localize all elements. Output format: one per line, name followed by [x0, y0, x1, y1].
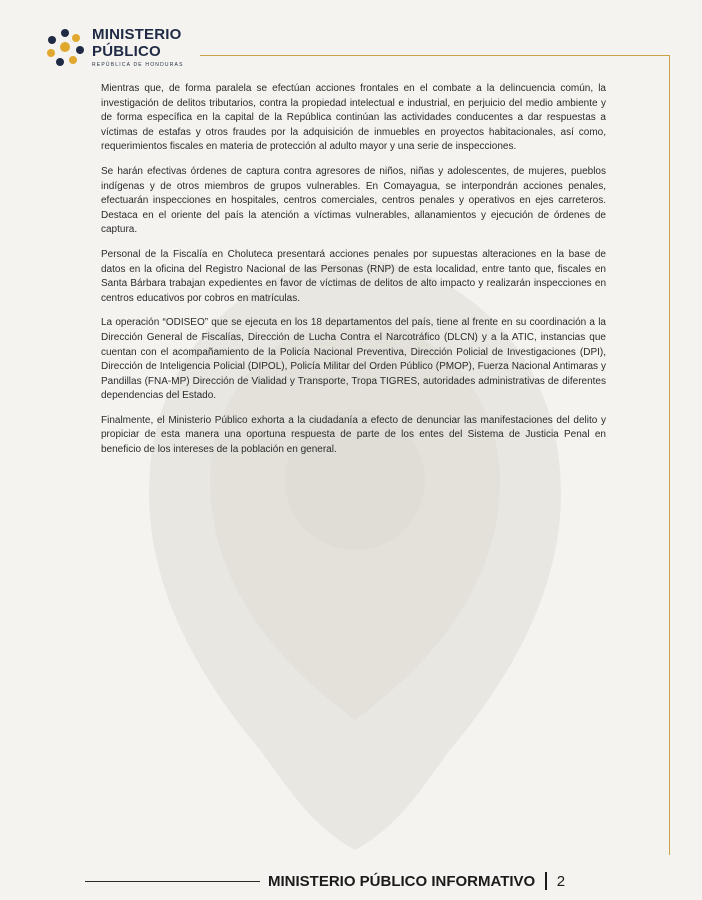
paragraph-3: Personal de la Fiscalía en Choluteca presentará acciones penales por supuestas alteraciones en la base de datos en la oficina del Registro Nacional de las Personas (RNP) de esta localidad, entre tanto que, fiscales en Santa Bárbara trabajan expedientes en favor de víctimas de delitos de alto impacto y realizarán inspecciones en centros educativos por cobros en matrículas. — [101, 248, 606, 304]
ministerio-publico-logo-icon — [44, 26, 86, 68]
logo-title-line2: PÚBLICO — [92, 43, 161, 60]
frame-top-border — [200, 55, 670, 56]
logo-title — [92, 26, 182, 60]
page-number: 2 — [556, 872, 566, 890]
article-body — [101, 82, 606, 468]
paragraph-1: Mientras que, de forma paralela se efectúan acciones frontales en el combate a la delincuencia común, la investigación de delitos tributarios, contra la propiedad intelectual e industrial, en perjuicio del medio ambiente y de forma específica en la capital de la República continúan las actividades conducentes a dar respuestas a víctimas de estafas y otros fraudes por la adquisición de inmuebles en proyectos habitacionales, así como, requerimientos fiscales en materia de protección al adulto mayor y una serie de inspecciones. — [101, 83, 606, 153]
footer-separator — [545, 872, 547, 890]
page-footer — [268, 870, 565, 892]
logo-subtitle: REPÚBLICA DE HONDURAS — [92, 62, 184, 68]
paragraph-2: Se harán efectivas órdenes de captura contra agresores de niños, niñas y adolescentes, de mujeres, pueblos indígenas y de otros miembros de grupos vulnerables. En Comayagua, se interpondrán acciones penales, efectuarán inspecciones en hospitales, centros comerciales, centros penales y operativos en ejes carreteros. Destaca en el oriente del país la atención a víctimas vulnerables, allanamientos y ejecución de órdenes de captura. — [101, 165, 606, 236]
frame-right-border — [669, 55, 670, 855]
footer-title: MINISTERIO PÚBLICO INFORMATIVO — [268, 872, 536, 890]
footer-rule — [85, 881, 260, 882]
paragraph-4: La operación “ODISEO” que se ejecuta en los 18 departamentos del país, tiene al frente en su coordinación a la Dirección General de Fiscalías, Dirección de Lucha Contra el Narcotráfico (DLCN) y a la ATIC, instancias que cuentan con el acompañamiento de la Policía Nacional Preventiva, Dirección Policial de Investigaciones (DPI), Dirección de Inteligencia Policial (DIPOL), Policía Militar del Orden Público (PMOP), Fuerza Nacional Antimaras y Pandillas (FNA-MP) Dirección de Vialidad y Transporte, Tropa TIGRES, autoridades administrativas de diferentes dependencias del Estado. — [101, 317, 606, 402]
ministerio-logo — [40, 22, 220, 77]
paragraph-5: Finalmente, el Ministerio Público exhorta a la ciudadanía a efecto de denunciar las manifestaciones del delito y propiciar de esta manera una oportuna respuesta de parte de los entes del Sistema de Justicia Penal en beneficio de los intereses de la población en general. — [101, 414, 606, 456]
logo-title-line1: MINISTERIO — [92, 26, 182, 43]
